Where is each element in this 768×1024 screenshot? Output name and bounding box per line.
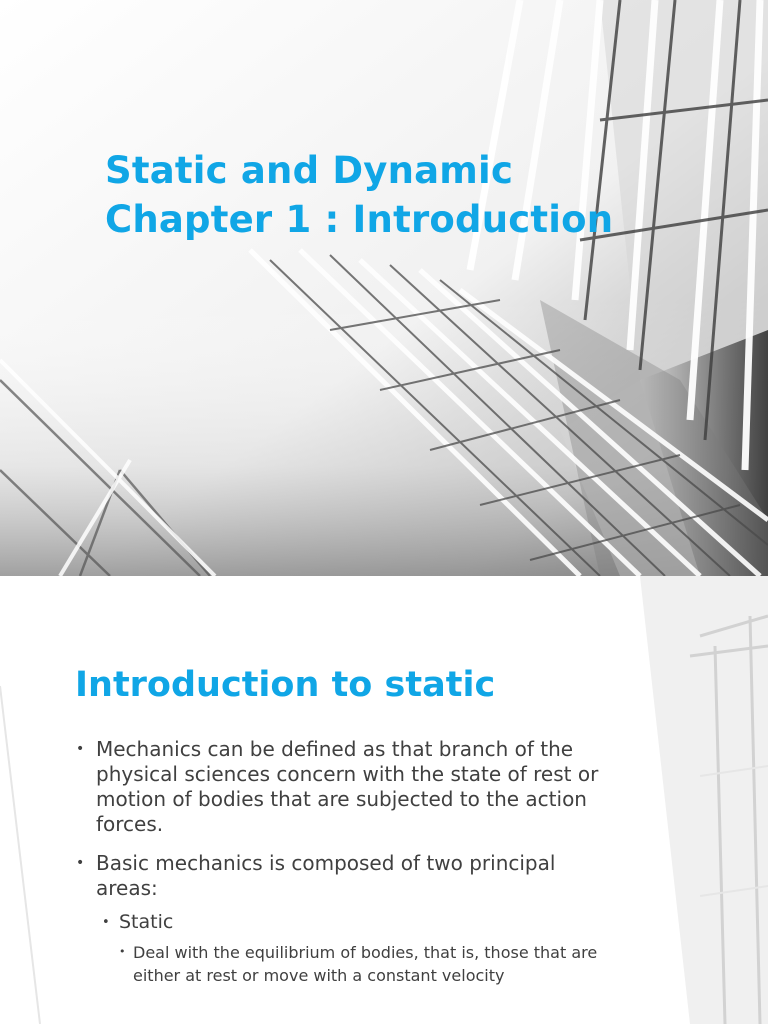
- bullet-item: [102, 910, 579, 935]
- bullet-dot-icon: •: [102, 915, 110, 930]
- title-line-2: Chapter 1 : Introduction: [105, 198, 614, 241]
- title-line-1: Static and Dynamic: [105, 149, 514, 192]
- bullet-text: Deal with the equilibrium of bodies, that is, those that are either at rest or move with a constant velocity: [133, 943, 598, 985]
- bullet-dot-icon: •: [76, 855, 85, 871]
- bullet-item: [76, 851, 556, 901]
- slide-heading: Introduction to static: [75, 665, 496, 705]
- bullet-dot-icon: •: [119, 945, 126, 958]
- bullet-text: Mechanics can be defined as that branch of the physical sciences concern with the state of rest or motion of bodies that are subjected to the action forces.: [96, 737, 599, 836]
- bullet-item: [76, 737, 616, 837]
- bullet-dot-icon: •: [76, 741, 85, 757]
- bullet-item: [119, 942, 628, 987]
- bullet-text: Basic mechanics is composed of two principal areas:: [96, 851, 556, 900]
- bullet-text: Static: [119, 911, 174, 933]
